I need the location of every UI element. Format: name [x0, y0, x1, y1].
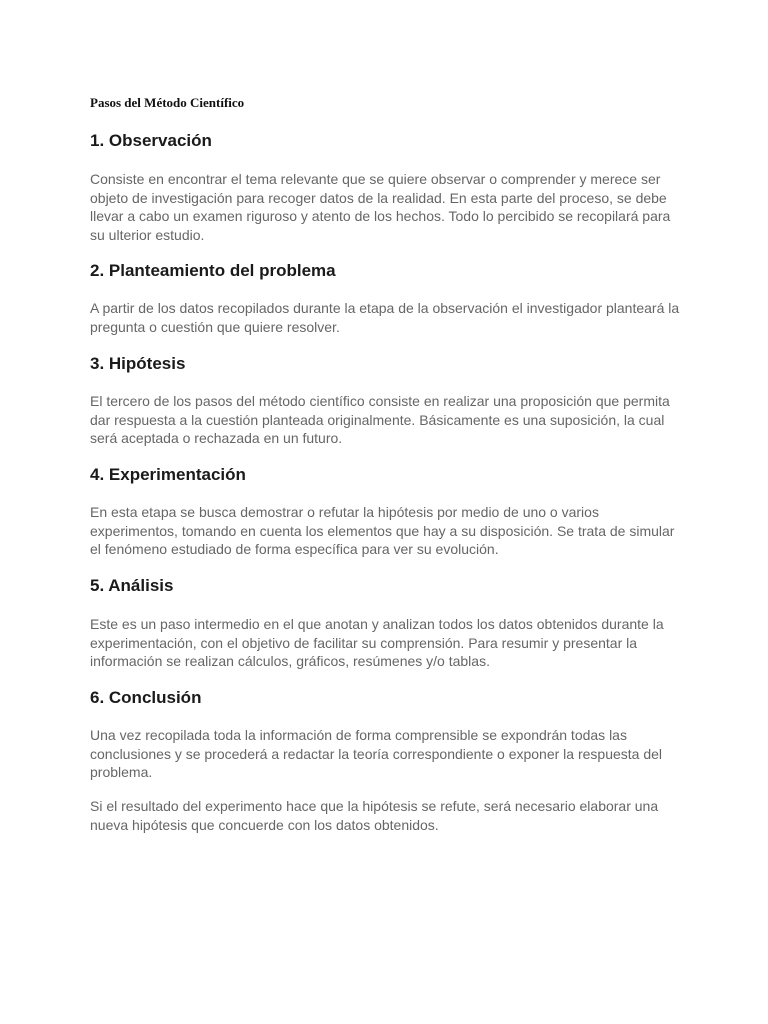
section-heading-experimentacion: 4. Experimentación	[90, 465, 246, 484]
section-paragraph-conclusion-2: Si el resultado del experimento hace que la hipótesis se refute, será necesario elaborar una nueva hipótesis que concuerde con los datos obtenidos.	[90, 798, 659, 833]
section-paragraph-observacion: Consiste en encontrar el tema relevante que se quiere observar o comprender y merece ser objeto de investigación para recoger datos de la realidad. En esta parte del proceso, se debe llevar a cabo un examen riguroso y atento de los hechos. Todo lo percibido se recopilará para su ulterior estudio.	[90, 171, 671, 243]
section-paragraph-experimentacion: En esta etapa se busca demostrar o refutar la hipótesis por medio de uno o varios experimentos, tomando en cuenta los elementos que hay a su disposición. Se trata de simular el fenómeno estudiado de forma específica para ver su evolución.	[90, 504, 675, 557]
section-paragraph-analisis: Este es un paso intermedio en el que anotan y analizan todos los datos obtenidos durante la experimentación, con el objetivo de facilitar su comprensión. Para resumir y presentar la información se realizan cálculos, gráficos, resúmenes y/o tablas.	[90, 616, 664, 669]
section-heading-conclusion: 6. Conclusión	[90, 688, 202, 707]
section-paragraph-planteamiento: A partir de los datos recopilados durante la etapa de la observación el investigador planteará la pregunta o cuestión que quiere resolver.	[90, 300, 680, 335]
document-title: Pasos del Método Científico	[90, 95, 245, 110]
section-paragraph-conclusion-1: Una vez recopilada toda la información de forma comprensible se expondrán todas las conclusiones y se procederá a redactar la teoría correspondiente o exponer la respuesta del problema.	[90, 727, 663, 780]
section-paragraph-hipotesis: El tercero de los pasos del método científico consiste en realizar una proposición que permita dar respuesta a la cuestión planteada originalmente. Básicamente es una suposición, la cual será aceptada o rechazada en un futuro.	[90, 393, 670, 446]
section-heading-observacion: 1. Observación	[90, 131, 212, 150]
section-heading-planteamiento: 2. Planteamiento del problema	[90, 261, 336, 280]
section-heading-analisis: 5. Análisis	[90, 576, 174, 595]
section-heading-hipotesis: 3. Hipótesis	[90, 354, 186, 373]
